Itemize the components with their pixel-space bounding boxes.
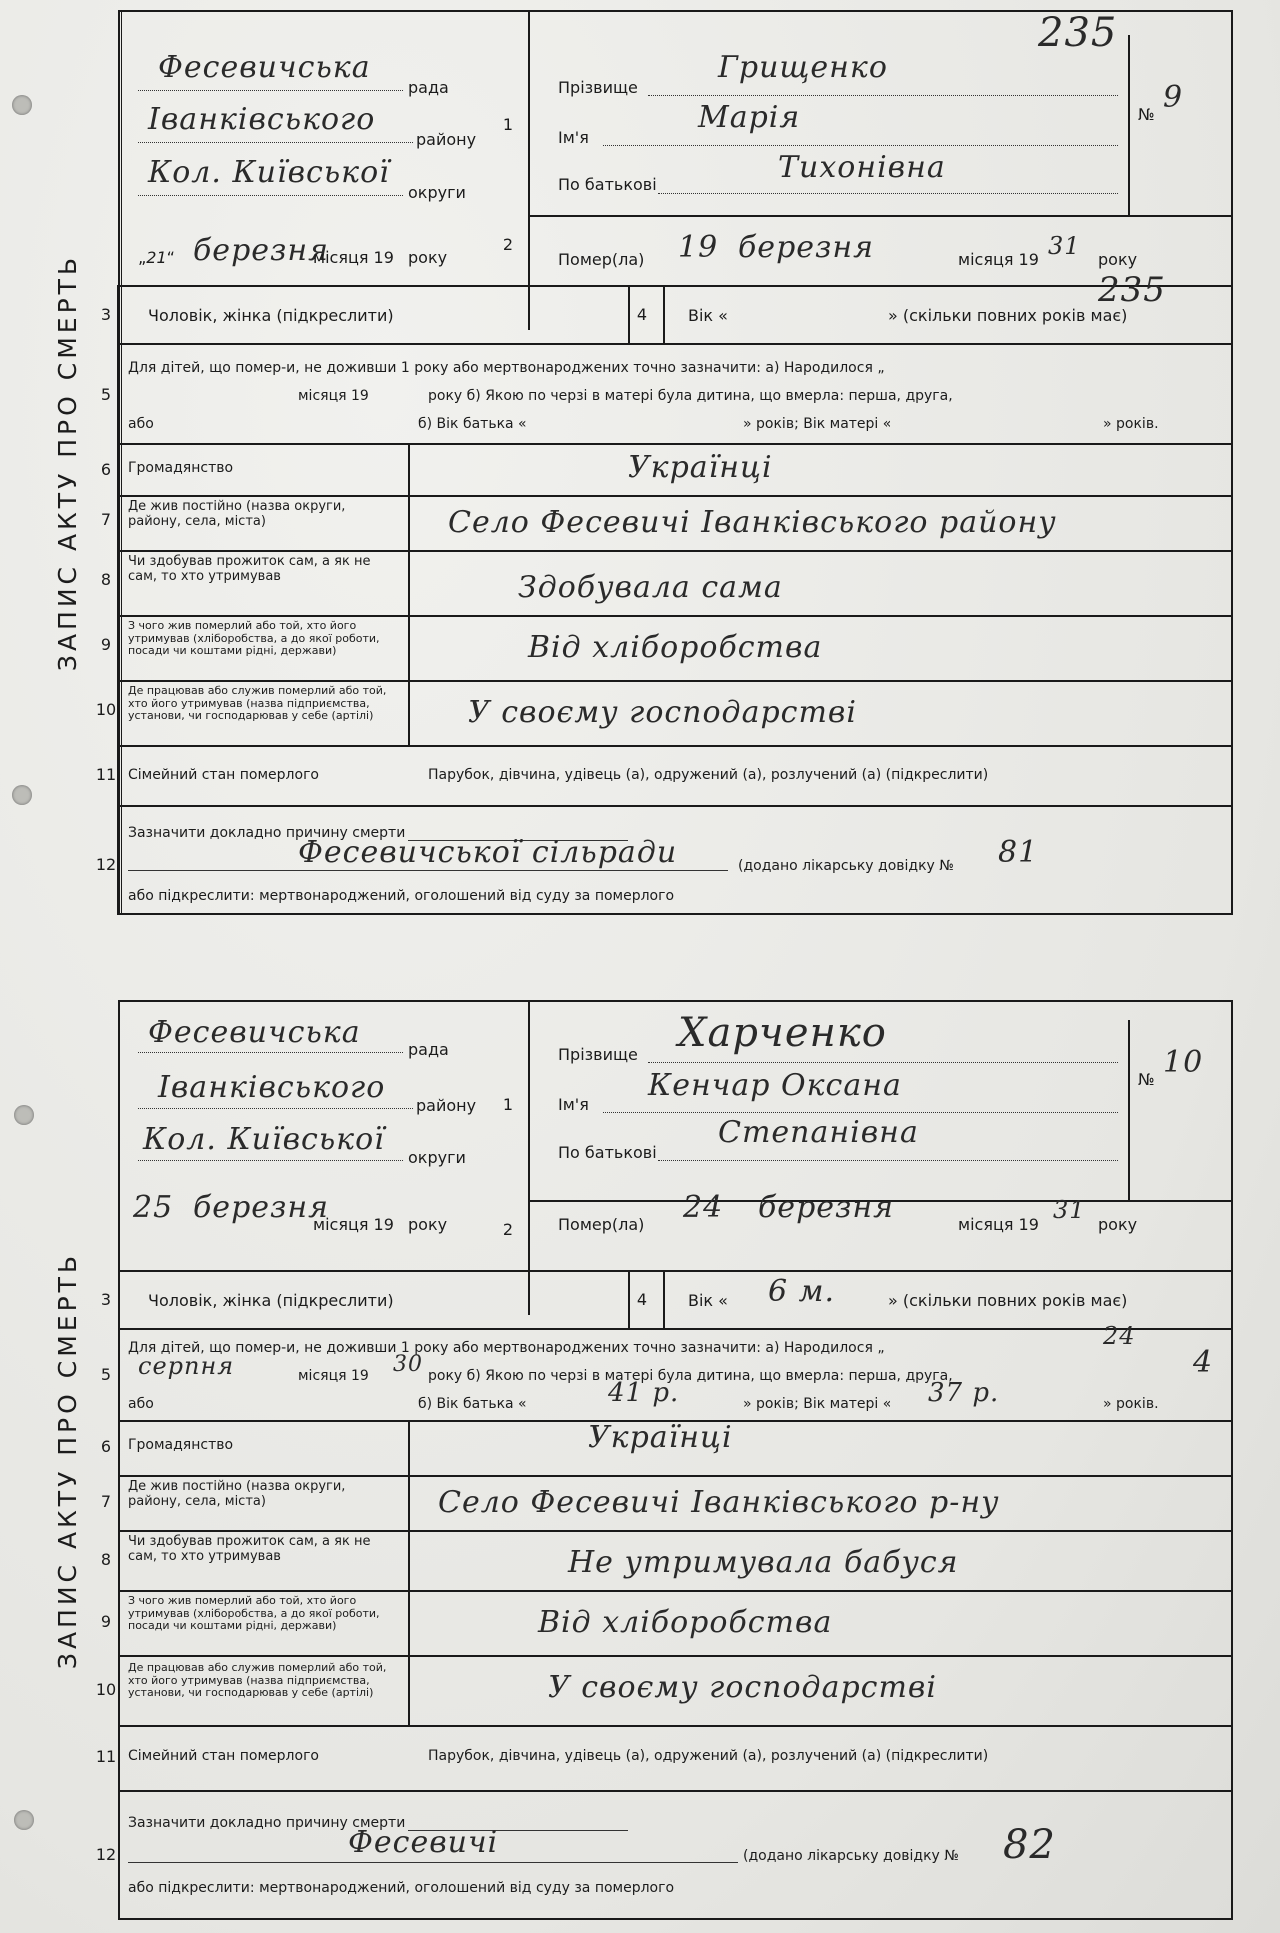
child-birth-month-value: серпня [138, 1352, 235, 1380]
income-source-value: Від хліборобства [528, 630, 823, 665]
row-number: 2 [502, 235, 514, 254]
row-number: 1 [502, 1095, 514, 1114]
sex-label: Чоловік, жінка (підкреслити) [148, 1291, 394, 1310]
citizenship-value: Українці [628, 450, 773, 485]
side-title: ЗАПИС АКТУ ПРО СМЕРТЬ [53, 1251, 83, 1669]
sex-label: Чоловік, жінка (підкреслити) [148, 306, 394, 325]
marital-status-options: Парубок, дівчина, удівець (а), одружений (а), розлучений (а) (підкреслити) [428, 767, 989, 783]
father-age-label: б) Вік батька « [418, 416, 527, 432]
marital-status-options: Парубок, дівчина, удівець (а), одружений (а), розлучений (а) (підкреслити) [428, 1748, 989, 1764]
patronymic-label: По батькові [558, 1143, 657, 1162]
residence-label: Де жив постійно (назва округи, району, села, міста) [128, 1479, 346, 1509]
death-month-value: березня [738, 230, 875, 265]
row-number: 4 [636, 1290, 648, 1309]
child-month-label: місяця 19 [298, 388, 369, 404]
workplace-value: У своєму господарстві [468, 695, 857, 730]
record-form [95, 1000, 1233, 1920]
income-source-label: З чого жив померлий або той, хто його утримував (хліборобства, а до якої роботи, посади чи коштами рідні, держави) [128, 619, 380, 658]
father-age-label: б) Вік батька « [418, 1396, 527, 1412]
reg-month-value: березня [193, 233, 330, 268]
death-month-value: березня [758, 1190, 895, 1225]
citizenship-label: Громадянство [128, 460, 234, 476]
residence-value: Село Фесевичі Іванківського р-ну [438, 1485, 1000, 1520]
livelihood-value: Не утримувала бабуся [568, 1545, 959, 1580]
cause-of-death-label: Зазначити докладно причину смерти [128, 825, 406, 841]
village-council-value: Фесевичська [148, 1015, 361, 1050]
record-number-value: 10 [1163, 1045, 1204, 1080]
child-info-line1: Для дітей, що помер-и, не доживши 1 року або мертвонароджених точно зазначити: а) Народилося „ [128, 360, 885, 376]
name-value: Марія [698, 100, 801, 135]
row-number: 3 [100, 305, 112, 324]
age-value: 6 м. [768, 1274, 836, 1309]
workplace-label: Де працював або служив померлий або той, хто його утримував (назва підприємства, установи, чи господарював у себе (артілі) [128, 684, 387, 723]
row-number: 1 [502, 115, 514, 134]
row-number: 3 [100, 1290, 112, 1309]
row-number: 10 [95, 1680, 117, 1699]
patronymic-value: Тихонівна [778, 150, 946, 185]
death-day-value: 24 [683, 1190, 724, 1225]
cause-of-death-value: Фесевичі [348, 1825, 499, 1860]
citizenship-value: Українці [588, 1420, 733, 1455]
rada-label: рада [408, 78, 449, 97]
mother-age-tail: » років. [1103, 416, 1159, 432]
row-number: 5 [100, 385, 112, 404]
row-number: 10 [95, 700, 117, 719]
age-label: Вік « [688, 1291, 728, 1310]
child-info-line2: року б) Якою по черзі в матері була дитина, що вмерла: перша, друга, [428, 388, 953, 404]
district-value: Іванківського [148, 102, 376, 137]
archive-number: 235 [1098, 270, 1166, 310]
marital-status-label: Сімейний стан померлого [128, 767, 319, 783]
archive-number: 235 [1038, 10, 1118, 56]
reg-month-value: березня [193, 1190, 330, 1225]
okruhy-label: округи [408, 183, 466, 202]
residence-label: Де жив постійно (назва округи, району, села, міста) [128, 499, 346, 529]
month-label: місяця 19 [313, 248, 394, 267]
income-source-label: З чого жив померлий або той, хто його утримував (хліборобства, а до якої роботи, посади чи коштами рідні, держави) [128, 1594, 380, 1633]
cause-of-death-label: Зазначити докладно причину смерти [128, 1815, 406, 1831]
age-tail-label: » (скільки повних років має) [888, 1291, 1128, 1310]
okruha-value: Кол. Київської [148, 155, 390, 190]
reg-day-value: 25 [133, 1190, 174, 1225]
surname-value: Грищенко [718, 50, 888, 85]
year-label: року [1098, 250, 1138, 269]
row-number: 11 [95, 765, 117, 784]
row-number: 6 [100, 460, 112, 479]
death-year-value: 31 [1048, 232, 1081, 260]
row-number: 9 [100, 635, 112, 654]
patronymic-value: Степанівна [718, 1115, 919, 1150]
row-number: 8 [100, 570, 112, 589]
child-order-value: 4 [1193, 1345, 1214, 1380]
workplace-label: Де працював або служив померлий або той, хто його утримував (назва підприємства, установи, чи господарював у себе (артілі) [128, 1661, 387, 1700]
row-number: 7 [100, 1492, 112, 1511]
certificate-number: 82 [1003, 1822, 1056, 1868]
livelihood-label: Чи здобував прожиток сам, а як не сам, то хто утримував [128, 554, 371, 584]
age-tail-label: » (скільки повних років має) [888, 306, 1128, 325]
surname-value: Харченко [678, 1010, 887, 1056]
record-number-label: № [1138, 105, 1155, 124]
row-number: 8 [100, 1550, 112, 1569]
mother-age-label: » років; Вік матері « [743, 1396, 892, 1412]
livelihood-value: Здобувала сама [518, 570, 783, 605]
year-label: року [408, 1215, 448, 1234]
reg-day-value: 21 [146, 248, 167, 267]
certificate-label: (додано лікарську довідку № [743, 1848, 959, 1864]
certificate-number: 81 [998, 835, 1039, 870]
child-birth-year-value: 30 [393, 1352, 423, 1377]
died-label: Помер(ла) [558, 1215, 645, 1234]
year-label: року [1098, 1215, 1138, 1234]
citizenship-label: Громадянство [128, 1437, 234, 1453]
row-number: 2 [502, 1220, 514, 1239]
death-day-value: 19 [678, 230, 719, 265]
mother-age-label: » років; Вік матері « [743, 416, 892, 432]
residence-value: Село Фесевичі Іванківського району [448, 505, 1057, 540]
cause-of-death-value: Фесевичської сільради [298, 835, 678, 870]
row-number: 12 [95, 1845, 117, 1864]
district-value: Іванківського [158, 1070, 386, 1105]
month-label: місяця 19 [958, 1215, 1039, 1234]
name-value: Кенчар Оксана [648, 1068, 902, 1103]
okruha-value: Кол. Київської [143, 1122, 385, 1157]
raionu-label: району [416, 130, 477, 149]
died-label: Помер(ла) [558, 250, 645, 269]
row-number: 5 [100, 1365, 112, 1384]
side-title: ЗАПИС АКТУ ПРО СМЕРТЬ [53, 253, 83, 672]
surname-label: Прізвище [558, 1045, 638, 1064]
name-label: Ім'я [558, 128, 589, 147]
death-record-2 [18, 1000, 1233, 1920]
child-info-or: або [128, 1396, 154, 1412]
death-year-value: 31 [1053, 1196, 1086, 1224]
child-info-line2: року б) Якою по черзі в матері була дитина, що вмерла: перша, друга, [428, 1368, 953, 1384]
record-form: 1 2 3 4 5 6 7 8 9 10 11 12 Фесевичська Іванківського Кол. Київської рада району округи „21“ березня місяця 19 року Прізвище Ім'я По батькові Грищенко Марія Тихонівна 235 № 9 Помер(ла) 19 березня місяця 19 31 року Чоловік, жінка (підкреслити) Вік « » (скільки повних років має) 235 Для дітей, що помер-и, не доживши 1 року або мертвонароджених точно зазначити: а) Народилося „ місяця 19 року б) Якою по черзі в матері була дитина, що вмерла: перша, друга, або б) Вік батька « » років; Вік матері « » років. Громадянство Українці Де жив постійно (назва округи, району, села, міста) Село Фесевичі Іванківського району Чи здобував прожиток сам, а як не сам, то хто утримував Здобувала сама З чого жив померлий або той, хто його утримував (хліборобства, а до якої роботи, посади чи коштами рідні, держави) Від хліборобства Де працював або служив померлий або той, хто його утримував (назва підприємства, установи, чи господарював у себе (артілі) У своєму господарстві Сімейний стан померлого Парубок, дівчина, удівець (а), одружений (а), розлучений (а) (підкреслити) Зазначити докладно причину смерти Фесевичської сільради (додано лікарську довідку № 81 або підкреслити: мертвонароджений, оголошений від суду за померлого [118, 10, 1233, 915]
row-number: 9 [100, 1612, 112, 1631]
livelihood-label: Чи здобував прожиток сам, а як не сам, то хто утримував [128, 1534, 371, 1564]
patronymic-label: По батькові [558, 175, 657, 194]
record-number-value: 9 [1163, 80, 1184, 115]
rada-label: рада [408, 1040, 449, 1059]
month-label: місяця 19 [958, 250, 1039, 269]
age-label: Вік « [688, 306, 728, 325]
row-number: 11 [95, 1747, 117, 1766]
row-number: 6 [100, 1437, 112, 1456]
mother-age-tail: » років. [1103, 1396, 1159, 1412]
name-label: Ім'я [558, 1095, 589, 1114]
marital-status-label: Сімейний стан померлого [128, 1748, 319, 1764]
child-info-or: або [128, 416, 154, 432]
record-number-label: № [1138, 1070, 1155, 1089]
child-month-label: місяця 19 [298, 1368, 369, 1384]
row-number: 4 [636, 305, 648, 324]
month-label: місяця 19 [313, 1215, 394, 1234]
income-source-value: Від хліборобства [538, 1605, 833, 1640]
surname-label: Прізвище [558, 78, 638, 97]
okruhy-label: округи [408, 1148, 466, 1167]
father-age-value: 41 р. [608, 1378, 680, 1408]
or-underline-label: або підкреслити: мертвонароджений, оголошений від суду за померлого [128, 1880, 675, 1896]
row-number: 7 [100, 510, 112, 529]
child-birth-day-value: 24 [1103, 1322, 1136, 1350]
or-underline-label: або підкреслити: мертвонароджений, оголошений від суду за померлого [128, 888, 675, 904]
mother-age-value: 37 р. [928, 1378, 1000, 1408]
raionu-label: району [416, 1096, 477, 1115]
certificate-label: (додано лікарську довідку № [738, 858, 954, 874]
child-info-line1: Для дітей, що помер-и, не доживши 1 року або мертвонароджених точно зазначити: а) Народилося „ [128, 1340, 885, 1356]
death-record-1 [18, 10, 1233, 915]
village-council-value: Фесевичська [158, 50, 371, 85]
row-number: 12 [95, 855, 117, 874]
year-label: року [408, 248, 448, 267]
workplace-value: У своєму господарстві [548, 1670, 937, 1705]
